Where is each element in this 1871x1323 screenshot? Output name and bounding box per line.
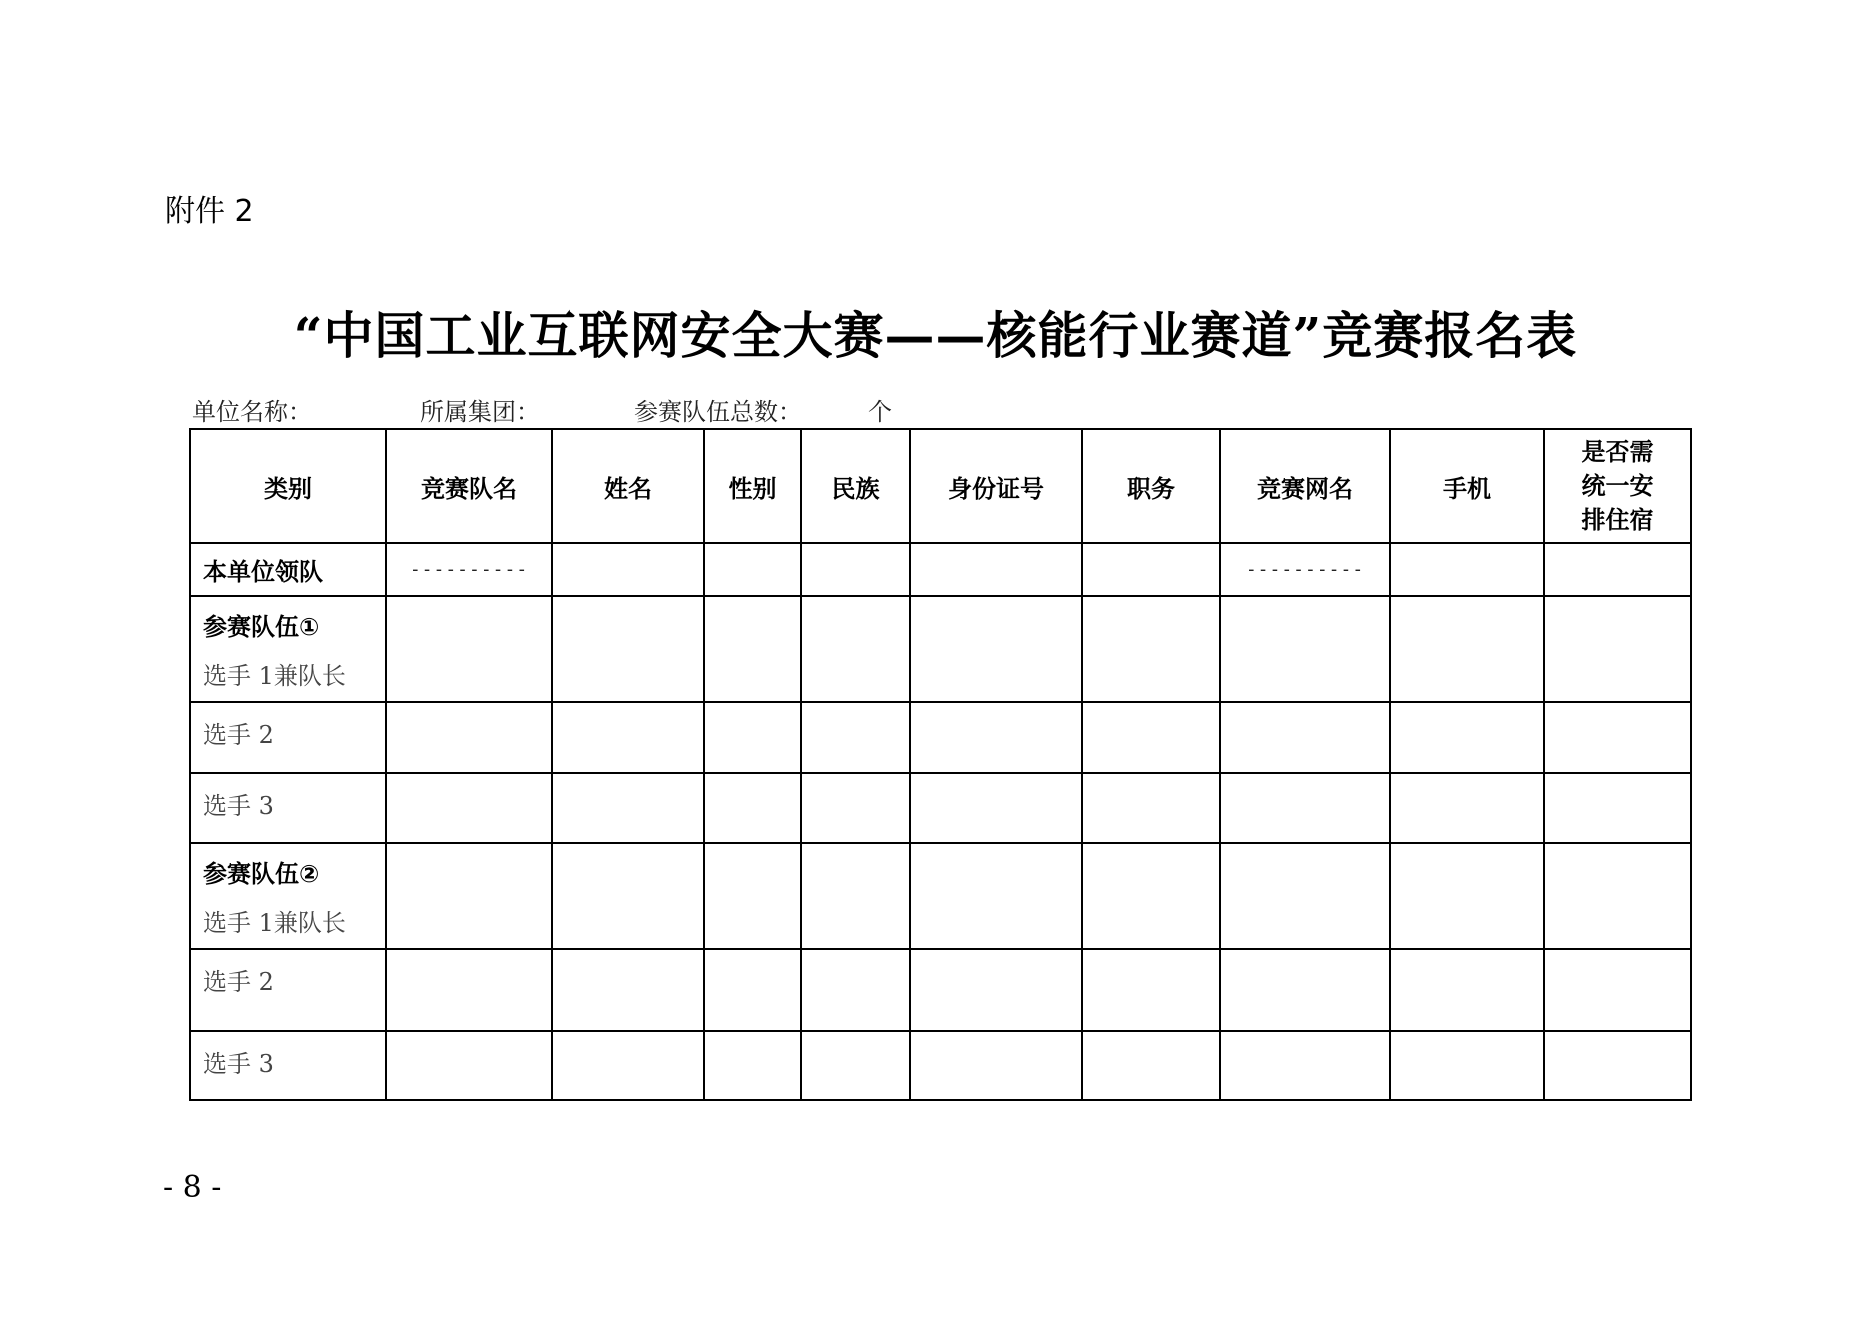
team2-player2-row: [190, 949, 1691, 1031]
team1-player3-label: 选手 3: [203, 792, 274, 820]
table-cell[interactable]: [910, 702, 1082, 773]
team1-title: 参赛队伍①: [203, 613, 320, 641]
header-team-name: 竞赛队名: [386, 429, 552, 543]
form-title: “中国工业互联网安全大赛——核能行业赛道”竞赛报名表: [293, 306, 1578, 365]
team1-player2-category: [190, 702, 386, 773]
leader-row: [190, 543, 1691, 596]
table-cell[interactable]: [1082, 596, 1220, 702]
table-cell[interactable]: [1544, 773, 1691, 843]
leader-phone-cell[interactable]: [1390, 543, 1544, 596]
team2-player1-label: 选手 1兼队长: [203, 909, 346, 937]
leader-name-cell[interactable]: [552, 543, 704, 596]
team2-player3-category: [190, 1031, 386, 1100]
table-cell[interactable]: [1220, 596, 1390, 702]
table-cell[interactable]: [1390, 949, 1544, 1031]
table-cell[interactable]: [704, 773, 801, 843]
table-cell[interactable]: [1082, 702, 1220, 773]
team1-name-cell[interactable]: [386, 596, 552, 702]
table-cell[interactable]: [1220, 949, 1390, 1031]
table-cell[interactable]: [1082, 773, 1220, 843]
group-label: 所属集团：: [420, 398, 540, 426]
team-total-unit: 个: [868, 398, 892, 426]
header-id-number: 身份证号: [910, 429, 1082, 543]
table-cell[interactable]: [704, 1031, 801, 1100]
unit-name-label: 单位名称：: [192, 398, 312, 426]
table-cell[interactable]: [1544, 843, 1691, 949]
team2-player1-row: [190, 843, 1691, 949]
table-cell[interactable]: [1082, 843, 1220, 949]
header-accommodation-line2: 统一安: [1581, 472, 1654, 500]
table-cell[interactable]: [801, 949, 910, 1031]
table-cell[interactable]: [910, 1031, 1082, 1100]
header-accommodation-line3: 排住宿: [1581, 506, 1654, 534]
team2-name-cell[interactable]: [386, 843, 552, 949]
table-cell[interactable]: [1082, 1031, 1220, 1100]
table-cell[interactable]: [386, 773, 552, 843]
header-position: 职务: [1082, 429, 1220, 543]
page-number: - 8 -: [163, 1170, 222, 1205]
header-accommodation: [1544, 429, 1691, 543]
table-cell[interactable]: [386, 702, 552, 773]
leader-id-cell[interactable]: [910, 543, 1082, 596]
table-cell[interactable]: [1544, 702, 1691, 773]
leader-team-name-placeholder: ----------: [386, 543, 552, 596]
table-cell[interactable]: [1220, 702, 1390, 773]
table-cell[interactable]: [1220, 843, 1390, 949]
team1-player2-row: [190, 702, 1691, 773]
table-cell[interactable]: [386, 1031, 552, 1100]
header-name: 姓名: [552, 429, 704, 543]
table-cell[interactable]: [552, 949, 704, 1031]
table-cell[interactable]: [1220, 773, 1390, 843]
team1-player3-category: [190, 773, 386, 843]
team2-title: 参赛队伍②: [203, 860, 320, 888]
team1-player3-row: [190, 773, 1691, 843]
leader-net-name-placeholder: ----------: [1220, 543, 1390, 596]
table-cell[interactable]: [910, 596, 1082, 702]
header-row: [190, 429, 1691, 543]
leader-position-cell[interactable]: [1082, 543, 1220, 596]
header-category: 类别: [190, 429, 386, 543]
table-cell[interactable]: [1082, 949, 1220, 1031]
table-cell[interactable]: [801, 1031, 910, 1100]
header-phone: 手机: [1390, 429, 1544, 543]
table-cell[interactable]: [1544, 1031, 1691, 1100]
table-cell[interactable]: [552, 773, 704, 843]
table-cell[interactable]: [801, 773, 910, 843]
team1-player1-label: 选手 1兼队长: [203, 662, 346, 690]
table-cell[interactable]: [1390, 843, 1544, 949]
leader-gender-cell[interactable]: [704, 543, 801, 596]
header-ethnicity: 民族: [801, 429, 910, 543]
team2-player3-label: 选手 3: [203, 1050, 274, 1078]
table-cell[interactable]: [552, 1031, 704, 1100]
table-cell[interactable]: [704, 702, 801, 773]
header-gender: 性别: [704, 429, 801, 543]
header-net-name: 竞赛网名: [1220, 429, 1390, 543]
table-cell[interactable]: [910, 773, 1082, 843]
table-cell[interactable]: [1390, 596, 1544, 702]
table-cell[interactable]: [910, 843, 1082, 949]
table-cell[interactable]: [1544, 596, 1691, 702]
table-cell[interactable]: [552, 702, 704, 773]
table-cell[interactable]: [704, 596, 801, 702]
table-cell[interactable]: [801, 702, 910, 773]
team1-player1-category: [190, 596, 386, 702]
table-cell[interactable]: [386, 949, 552, 1031]
table-cell[interactable]: [704, 949, 801, 1031]
table-cell[interactable]: [801, 843, 910, 949]
table-cell[interactable]: [1390, 773, 1544, 843]
attachment-label: 附件 2: [165, 194, 254, 229]
team2-player1-category: [190, 843, 386, 949]
table-cell[interactable]: [552, 596, 704, 702]
table-cell[interactable]: [801, 596, 910, 702]
table-cell[interactable]: [1220, 1031, 1390, 1100]
table-cell[interactable]: [552, 843, 704, 949]
team-total-label: 参赛队伍总数：: [634, 398, 802, 426]
leader-label: 本单位领队: [190, 543, 386, 596]
team1-player2-label: 选手 2: [203, 721, 274, 749]
team1-player1-row: [190, 596, 1691, 702]
table-cell[interactable]: [910, 949, 1082, 1031]
table-cell[interactable]: [1390, 1031, 1544, 1100]
leader-ethnicity-cell[interactable]: [801, 543, 910, 596]
team2-player2-label: 选手 2: [203, 968, 274, 996]
leader-accommodation-cell[interactable]: [1544, 543, 1691, 596]
team2-player2-category: [190, 949, 386, 1031]
table-cell[interactable]: [1390, 702, 1544, 773]
table-cell[interactable]: [704, 843, 801, 949]
table-cell[interactable]: [1544, 949, 1691, 1031]
header-accommodation-line1: 是否需: [1581, 438, 1654, 466]
team2-player3-row: [190, 1031, 1691, 1100]
registration-table: [189, 428, 1692, 1101]
